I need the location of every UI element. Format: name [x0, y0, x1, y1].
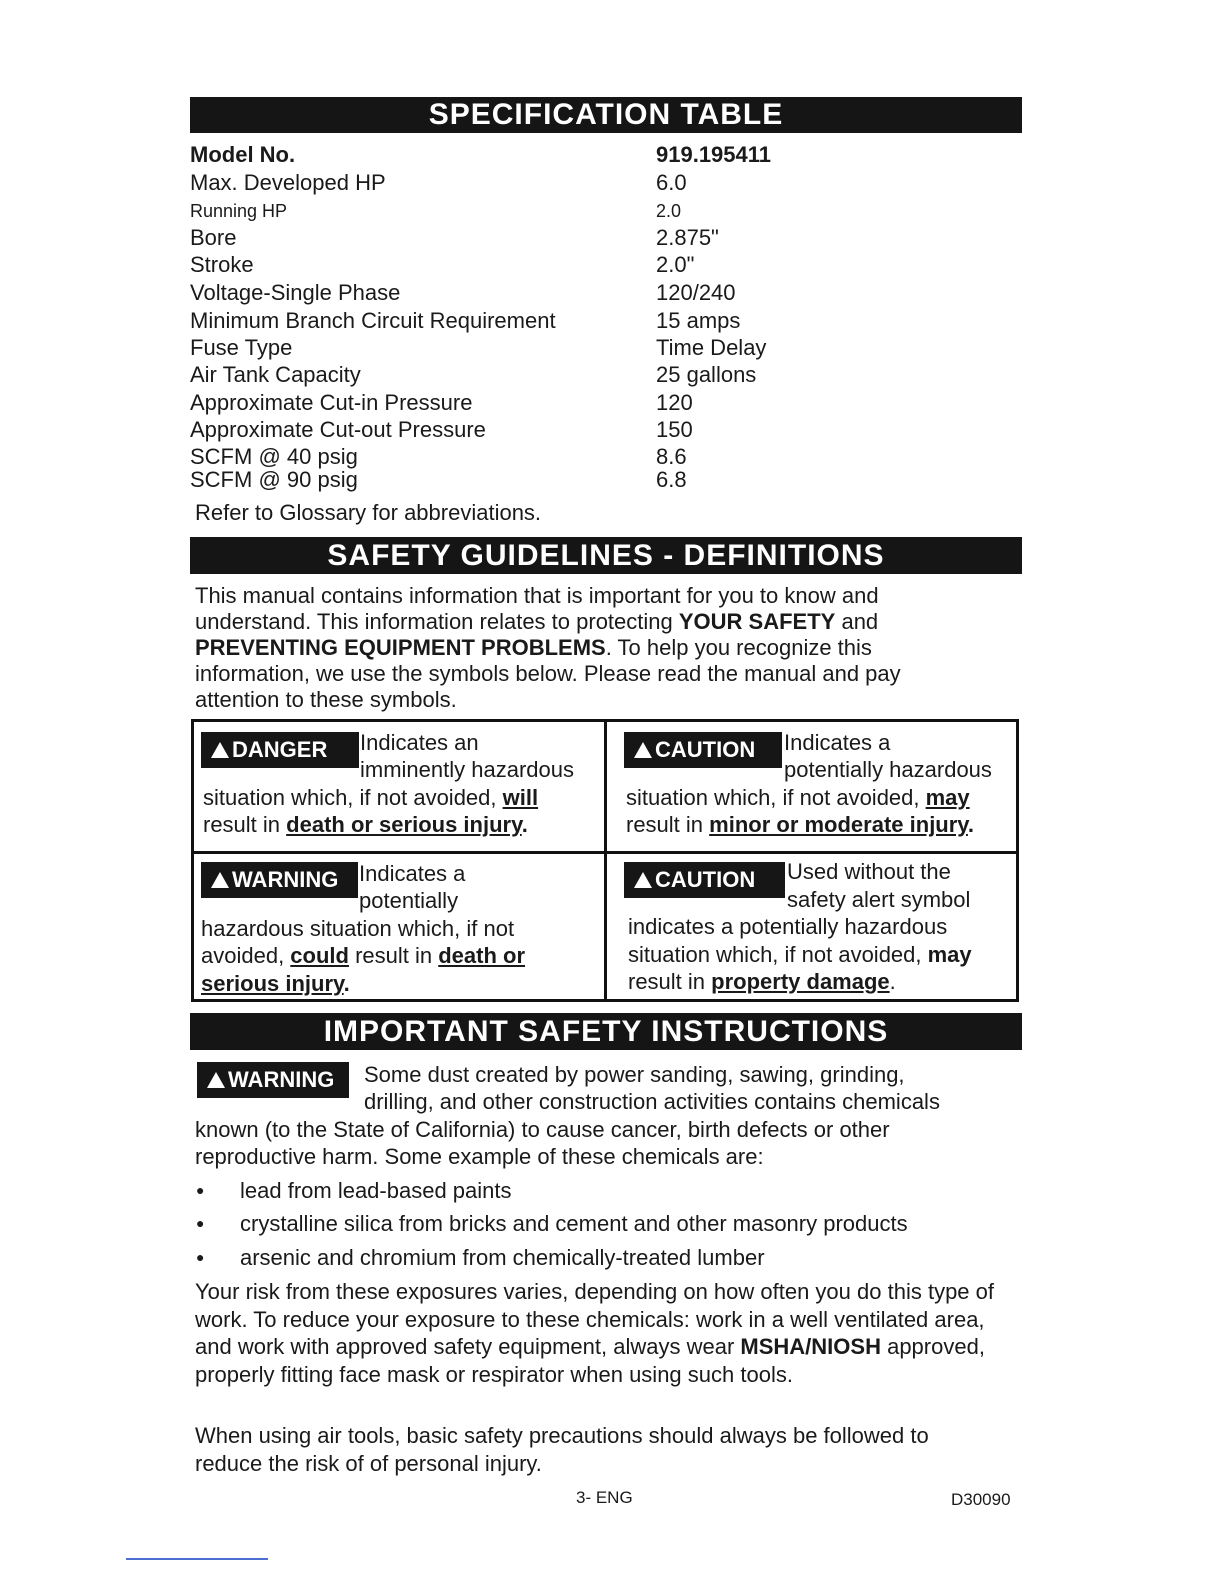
document-code: D30090 — [951, 1490, 1011, 1509]
exposure-risk-paragraph — [195, 1278, 995, 1388]
danger-text-2: imminently hazardous — [360, 757, 574, 782]
spec-value: 8.6 — [656, 444, 687, 469]
cell-text: . — [967, 812, 975, 837]
caution1-text-4 — [626, 811, 974, 838]
alert-triangle-icon — [211, 742, 229, 758]
intro-text: . To help you recognize this information, we use the symbols below. Please read the manual and pay attention to these symbols. — [195, 635, 901, 712]
list-item: lead from lead-based paints — [240, 1178, 512, 1203]
spec-value: 15 amps — [656, 308, 741, 333]
spec-note: Refer to Glossary for abbreviations. — [195, 500, 542, 525]
warning-text-5 — [201, 970, 350, 997]
spec-value: 120 — [656, 390, 693, 415]
cell-text: situation which, if not avoided, — [628, 942, 928, 967]
alert-triangle-icon — [207, 1072, 225, 1088]
caution2-text-3: indicates a potentially hazardous — [628, 914, 948, 939]
bullet-dot: ● — [196, 1215, 205, 1231]
warning-text-4 — [201, 942, 525, 969]
spec-label: Stroke — [190, 252, 254, 277]
cell-text: . — [343, 971, 350, 996]
cell-text: situation which, if not avoided, — [203, 785, 503, 810]
safety-guidelines-header: SAFETY GUIDELINES - DEFINITIONS — [190, 537, 1022, 574]
caution-badge — [624, 732, 782, 768]
safety-instructions-header: IMPORTANT SAFETY INSTRUCTIONS — [190, 1013, 1022, 1050]
caution2-text-1: Used without the — [787, 859, 951, 884]
caution-badge — [624, 862, 785, 898]
badge-label: WARNING — [228, 1067, 335, 1092]
spec-label: Bore — [190, 225, 237, 250]
spec-value: 6.0 — [656, 170, 687, 195]
spec-label: SCFM @ 40 psig — [190, 444, 358, 469]
cell-text: result in — [628, 969, 712, 994]
danger-text-1: Indicates an — [360, 730, 479, 755]
spec-value: 25 gallons — [656, 362, 757, 387]
danger-text-4 — [203, 811, 528, 838]
cell-emphasis: could — [290, 943, 349, 968]
danger-badge — [201, 732, 359, 768]
bullet-dot: ● — [196, 1249, 205, 1265]
cell-text: result in — [626, 812, 710, 837]
spec-label: Voltage-Single Phase — [190, 280, 401, 305]
list-item: arsenic and chromium from chemically-treated lumber — [240, 1245, 765, 1270]
para-text: Your risk from these exposures varies, depending on how often you do this type of work. To reduce your exposure to these chemicals: work in a well ventilated area, and work with approved safety equipment, always wear — [195, 1279, 994, 1359]
spec-value: 919.195411 — [656, 142, 772, 167]
grid-divider — [191, 851, 1019, 854]
cell-emphasis: property damage — [711, 969, 890, 994]
cell-emphasis: serious injury — [201, 971, 344, 996]
spec-value: Time Delay — [656, 335, 767, 360]
warning-text-1: Indicates a — [359, 861, 466, 886]
cell-emphasis: death or — [438, 943, 526, 968]
page-number: 3- ENG — [576, 1488, 633, 1507]
intro-text: This manual contains information that is important for you to know and understand. This information relates to protecting — [195, 583, 879, 634]
cell-text: result in — [203, 812, 287, 837]
cell-emphasis: may — [925, 785, 970, 810]
spec-value: 150 — [656, 417, 693, 442]
badge-label: WARNING — [232, 867, 339, 892]
intro-bold: PREVENTING EQUIPMENT PROBLEMS — [195, 635, 606, 660]
grid-divider — [604, 719, 607, 1002]
intro-bold: YOUR SAFETY — [678, 609, 836, 634]
badge-label: CAUTION — [655, 737, 756, 762]
warning-dust-line-1: Some dust created by power sanding, sawing, grinding, — [364, 1062, 905, 1087]
cell-text: avoided, — [201, 943, 291, 968]
warning-badge — [201, 862, 358, 898]
spec-value: 2.0" — [656, 252, 695, 277]
warning-text-3: hazardous situation which, if not — [201, 916, 515, 941]
spec-label: Approximate Cut-out Pressure — [190, 417, 486, 442]
cell-text: . — [521, 812, 528, 837]
caution2-text-5 — [628, 968, 896, 995]
caution1-text-3 — [626, 784, 970, 811]
warning-badge — [197, 1062, 349, 1098]
spec-label: Air Tank Capacity — [190, 362, 361, 387]
spec-label: Max. Developed HP — [190, 170, 386, 195]
bullet-dot: ● — [196, 1182, 205, 1198]
list-item: crystalline silica from bricks and cement and other masonry products — [240, 1211, 908, 1236]
warning-dust-line-2: drilling, and other construction activities contains chemicals — [364, 1089, 940, 1114]
warning-text-2: potentially — [359, 888, 459, 913]
cell-text: result in — [348, 943, 439, 968]
danger-text-3 — [203, 784, 538, 811]
spec-label: Approximate Cut-in Pressure — [190, 390, 473, 415]
caution1-text-1: Indicates a — [784, 730, 891, 755]
caution1-text-2: potentially hazardous — [784, 757, 992, 782]
spec-value: 2.875" — [656, 225, 719, 250]
alert-triangle-icon — [211, 872, 229, 888]
bottom-rule — [126, 1558, 268, 1560]
intro-text: and — [835, 609, 879, 634]
air-tools-paragraph: When using air tools, basic safety precautions should always be followed to reduce the risk of of personal injury. — [195, 1423, 929, 1476]
spec-label: Fuse Type — [190, 335, 293, 360]
cell-text: situation which, if not avoided, — [626, 785, 926, 810]
spec-value: 120/240 — [656, 280, 736, 305]
para-bold: MSHA/NIOSH — [740, 1334, 881, 1359]
caution2-text-4 — [628, 941, 972, 968]
cell-emphasis: minor or moderate injury — [709, 812, 968, 837]
para-text: approved, properly fitting face mask or respirator when using such tools. — [195, 1334, 985, 1387]
spec-value: 2.0 — [656, 201, 682, 221]
spec-value: 6.8 — [656, 467, 687, 492]
badge-label: DANGER — [232, 737, 328, 762]
cell-text: . — [889, 969, 896, 994]
warning-dust-line-4: reproductive harm. Some example of these chemicals are: — [195, 1144, 764, 1169]
spec-label: Model No. — [190, 142, 296, 167]
alert-triangle-icon — [634, 872, 652, 888]
spec-label: SCFM @ 90 psig — [190, 467, 358, 492]
cell-emphasis: may — [927, 942, 972, 967]
caution2-text-2: safety alert symbol — [787, 887, 971, 912]
cell-emphasis: will — [502, 785, 539, 810]
safety-intro — [195, 583, 985, 713]
spec-table-header: SPECIFICATION TABLE — [190, 97, 1022, 133]
cell-emphasis: death or serious injury — [286, 812, 522, 837]
spec-label: Running HP — [190, 201, 288, 221]
alert-triangle-icon — [634, 742, 652, 758]
warning-dust-line-3: known (to the State of California) to cause cancer, birth defects or other — [195, 1117, 890, 1142]
badge-label: CAUTION — [655, 867, 756, 892]
spec-label: Minimum Branch Circuit Requirement — [190, 308, 556, 333]
